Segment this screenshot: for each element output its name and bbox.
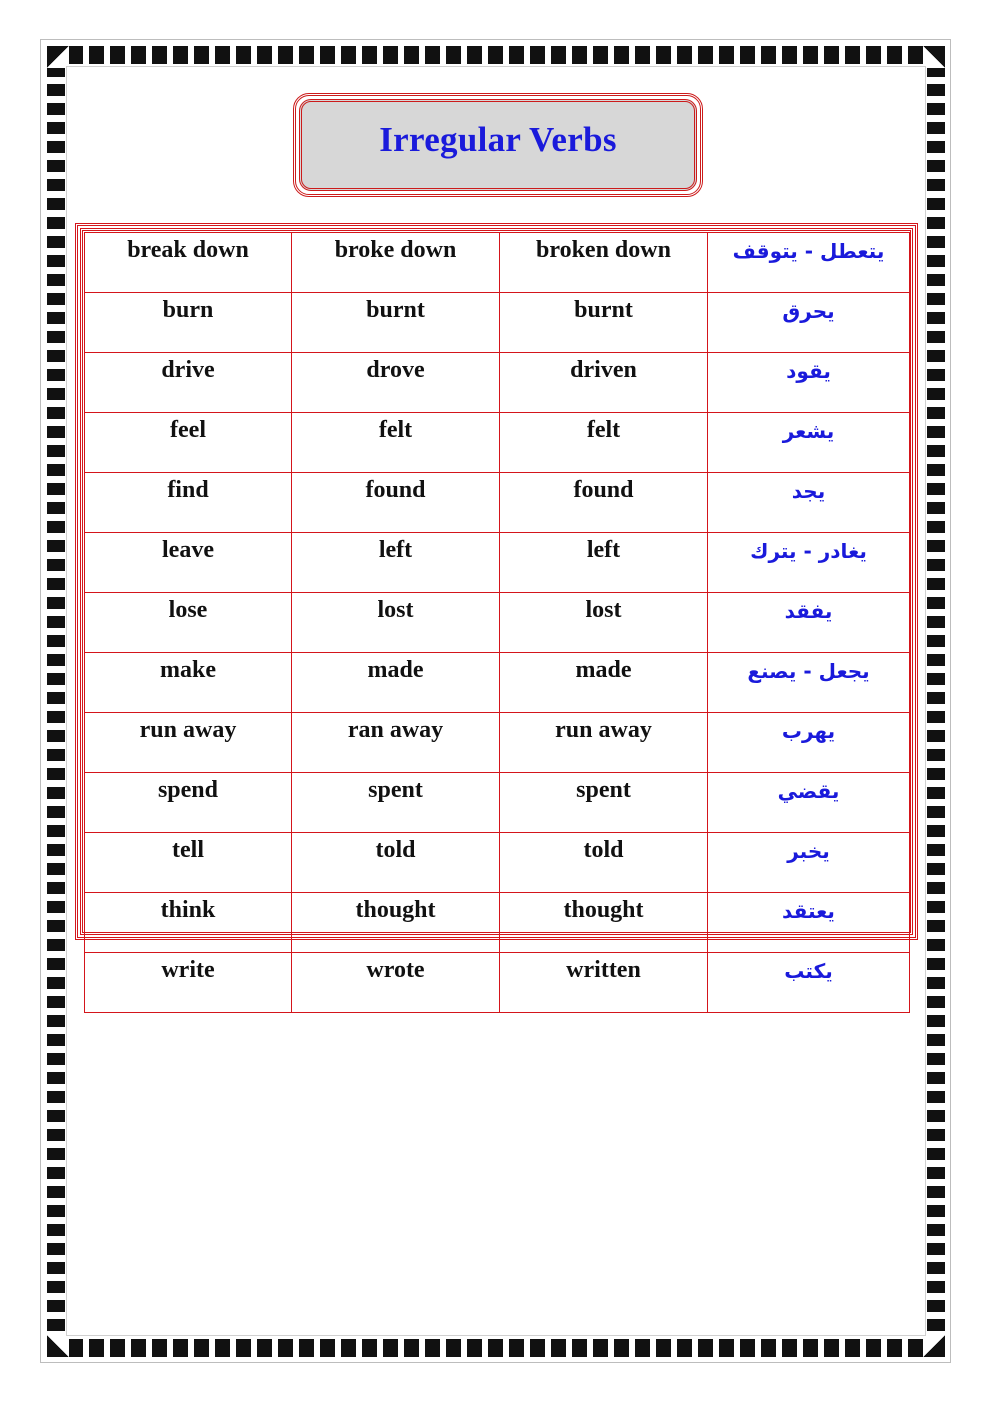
title-box xyxy=(293,93,703,197)
table-row xyxy=(85,593,910,653)
past-participle-cell: broken down xyxy=(500,233,708,293)
past-participle-cell: thought xyxy=(500,893,708,953)
past-participle-cell: left xyxy=(500,533,708,593)
arabic-meaning-cell: يقضي xyxy=(708,773,910,833)
verbs-table-inner-frame xyxy=(80,228,913,983)
table-row xyxy=(85,653,910,713)
past-participle-cell: run away xyxy=(500,713,708,773)
past-participle-cell: lost xyxy=(500,593,708,653)
past-simple-cell: broke down xyxy=(292,233,500,293)
table-row xyxy=(85,713,910,773)
verbs-table-body xyxy=(85,233,910,1013)
table-row xyxy=(85,413,910,473)
base-form-cell: run away xyxy=(85,713,292,773)
arabic-meaning-cell: يقود xyxy=(708,353,910,413)
table-row xyxy=(85,953,910,1013)
verbs-table xyxy=(84,232,910,1013)
past-participle-cell: driven xyxy=(500,353,708,413)
base-form-cell: drive xyxy=(85,353,292,413)
base-form-cell: make xyxy=(85,653,292,713)
past-simple-cell: wrote xyxy=(292,953,500,1013)
past-participle-cell: told xyxy=(500,833,708,893)
past-simple-cell: left xyxy=(292,533,500,593)
arabic-meaning-cell: يتعطل - يتوقف xyxy=(708,233,910,293)
past-simple-cell: burnt xyxy=(292,293,500,353)
arabic-meaning-cell: يغادر - يترك xyxy=(708,533,910,593)
base-form-cell: burn xyxy=(85,293,292,353)
past-participle-cell: burnt xyxy=(500,293,708,353)
border-corner xyxy=(923,46,945,68)
arabic-meaning-cell: يفقد xyxy=(708,593,910,653)
past-simple-cell: found xyxy=(292,473,500,533)
table-row xyxy=(85,833,910,893)
table-row xyxy=(85,893,910,953)
past-participle-cell: felt xyxy=(500,413,708,473)
table-row xyxy=(85,473,910,533)
past-simple-cell: drove xyxy=(292,353,500,413)
table-row xyxy=(85,233,910,293)
past-simple-cell: felt xyxy=(292,413,500,473)
border-top xyxy=(47,46,945,64)
title-panel xyxy=(299,99,697,191)
arabic-meaning-cell: يهرب xyxy=(708,713,910,773)
past-participle-cell: made xyxy=(500,653,708,713)
verbs-table-frame xyxy=(75,223,918,983)
page-title: Irregular Verbs xyxy=(379,120,617,159)
past-simple-cell: told xyxy=(292,833,500,893)
border-corner xyxy=(923,1335,945,1357)
past-participle-cell: found xyxy=(500,473,708,533)
past-simple-cell: spent xyxy=(292,773,500,833)
arabic-meaning-cell: يكتب xyxy=(708,953,910,1013)
base-form-cell: leave xyxy=(85,533,292,593)
arabic-meaning-cell: يعتقد xyxy=(708,893,910,953)
base-form-cell: spend xyxy=(85,773,292,833)
arabic-meaning-cell: يجد xyxy=(708,473,910,533)
past-simple-cell: ran away xyxy=(292,713,500,773)
border-corner xyxy=(47,1335,69,1357)
table-row xyxy=(85,293,910,353)
table-row xyxy=(85,533,910,593)
past-simple-cell: made xyxy=(292,653,500,713)
table-row xyxy=(85,353,910,413)
table-row xyxy=(85,773,910,833)
arabic-meaning-cell: يجعل - يصنع xyxy=(708,653,910,713)
arabic-meaning-cell: يخبر xyxy=(708,833,910,893)
base-form-cell: find xyxy=(85,473,292,533)
border-corner xyxy=(47,46,69,68)
past-participle-cell: written xyxy=(500,953,708,1013)
arabic-meaning-cell: يحرق xyxy=(708,293,910,353)
past-simple-cell: lost xyxy=(292,593,500,653)
border-left xyxy=(47,46,65,1357)
base-form-cell: tell xyxy=(85,833,292,893)
border-right xyxy=(927,46,945,1357)
border-bottom xyxy=(47,1339,945,1357)
base-form-cell: write xyxy=(85,953,292,1013)
base-form-cell: lose xyxy=(85,593,292,653)
base-form-cell: think xyxy=(85,893,292,953)
arabic-meaning-cell: يشعر xyxy=(708,413,910,473)
past-simple-cell: thought xyxy=(292,893,500,953)
base-form-cell: feel xyxy=(85,413,292,473)
base-form-cell: break down xyxy=(85,233,292,293)
past-participle-cell: spent xyxy=(500,773,708,833)
